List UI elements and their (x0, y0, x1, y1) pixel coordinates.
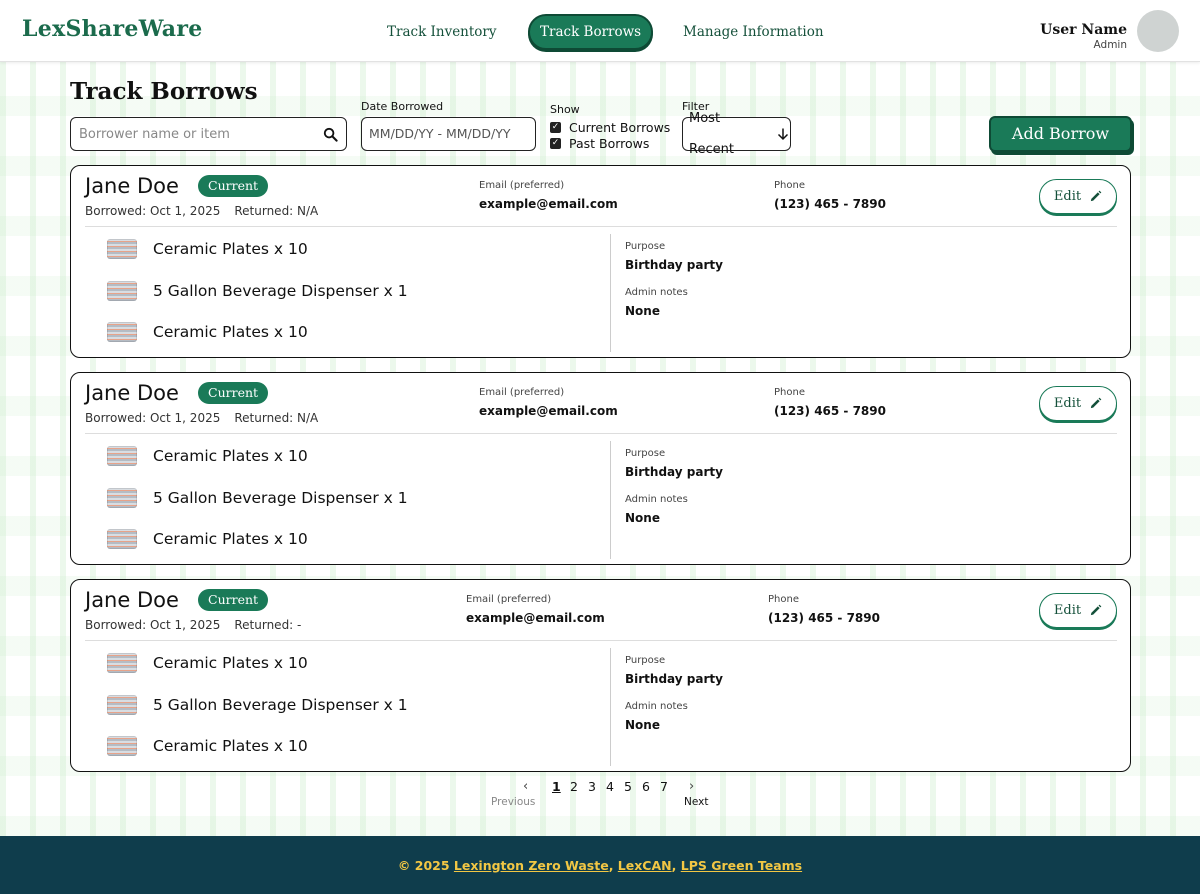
notes-label: Admin notes (625, 287, 688, 298)
item-label: Ceramic Plates x 10 (153, 530, 308, 548)
checkbox-checked-icon[interactable]: ✓ (551, 122, 560, 132)
filter-value: Most Recent (689, 111, 734, 157)
email-label: Email (preferred) (479, 180, 565, 191)
borrow-dates (85, 411, 318, 425)
pagination (0, 779, 1200, 811)
borrow-card (70, 165, 1131, 358)
edit-button[interactable] (1039, 593, 1117, 628)
purpose-label: Purpose (625, 241, 666, 252)
user-info[interactable] (1040, 22, 1127, 51)
borrow-dates (85, 204, 318, 218)
borrowed-date: Borrowed: Oct 1, 2025 (85, 411, 221, 425)
item-label: 5 Gallon Beverage Dispenser x 1 (153, 696, 408, 714)
borrower-name: Jane Doe (85, 381, 179, 405)
next-page-link[interactable]: Next (684, 796, 709, 808)
show-past-checkbox[interactable] (550, 136, 649, 151)
plates-icon (107, 446, 137, 466)
date-range-input[interactable]: MM/DD/YY - MM/DD/YY (361, 117, 536, 151)
edit-button[interactable] (1039, 386, 1117, 421)
plates-icon (107, 653, 137, 673)
pencil-icon (1089, 397, 1102, 410)
avatar[interactable] (1137, 10, 1179, 52)
borrower-name: Jane Doe (85, 174, 179, 198)
purpose-value: Birthday party (625, 465, 723, 479)
returned-date: Returned: - (234, 618, 302, 632)
phone-value: (123) 465 - 7890 (774, 197, 886, 211)
card-divider (85, 640, 1117, 641)
show-past-label: Past Borrows (569, 136, 650, 151)
footer-link-lexcan[interactable]: LexCAN (617, 857, 672, 873)
email-value: example@email.com (479, 404, 618, 418)
plates-icon (107, 239, 137, 259)
borrowed-date: Borrowed: Oct 1, 2025 (85, 618, 221, 632)
page-7[interactable]: 7 (660, 779, 668, 794)
status-badge: Current (198, 175, 268, 197)
chevron-left-icon[interactable]: ‹ (523, 779, 529, 794)
item-label: Ceramic Plates x 10 (153, 447, 308, 465)
card-vertical-divider (610, 441, 611, 559)
purpose-label: Purpose (625, 448, 666, 459)
list-item (107, 446, 308, 466)
notes-value: None (625, 718, 660, 732)
item-label: 5 Gallon Beverage Dispenser x 1 (153, 489, 408, 507)
purpose-value: Birthday party (625, 258, 723, 272)
footer-link-lexington-zero-waste[interactable]: Lexington Zero Waste (453, 857, 609, 873)
list-item (107, 653, 308, 673)
user-name: User Name (1040, 22, 1127, 38)
status-badge: Current (198, 382, 268, 404)
email-label: Email (preferred) (479, 387, 565, 398)
list-item (107, 281, 408, 301)
edit-label: Edit (1053, 396, 1082, 411)
edit-button[interactable] (1039, 179, 1117, 214)
edit-label: Edit (1053, 189, 1082, 204)
notes-value: None (625, 511, 660, 525)
show-current-label: Current Borrows (569, 120, 671, 135)
nav-manage-information[interactable]: Manage Information (683, 24, 824, 40)
phone-label: Phone (774, 387, 805, 398)
page-4[interactable]: 4 (606, 779, 614, 794)
borrowed-date: Borrowed: Oct 1, 2025 (85, 204, 221, 218)
borrower-name: Jane Doe (85, 588, 179, 612)
returned-date: Returned: N/A (234, 411, 319, 425)
returned-date: Returned: N/A (234, 204, 319, 218)
plates-icon (107, 322, 137, 342)
page-1[interactable]: 1 (552, 779, 561, 794)
pencil-icon (1089, 604, 1102, 617)
list-item (107, 322, 308, 342)
chevron-right-icon[interactable]: › (689, 779, 695, 794)
list-item (107, 736, 308, 756)
item-label: Ceramic Plates x 10 (153, 323, 308, 341)
list-item (107, 529, 308, 549)
notes-label: Admin notes (625, 701, 688, 712)
page-title: Track Borrows (70, 78, 258, 105)
show-label: Show (550, 103, 580, 116)
item-label: Ceramic Plates x 10 (153, 240, 308, 258)
plates-icon (107, 529, 137, 549)
nav-track-borrows[interactable]: Track Borrows (528, 14, 653, 50)
page-3[interactable]: 3 (588, 779, 596, 794)
edit-label: Edit (1053, 603, 1082, 618)
footer: © 2025 Lexington Zero Waste , LexCAN , LPS Green Teams (0, 836, 1200, 894)
purpose-value: Birthday party (625, 672, 723, 686)
date-label: Date Borrowed (361, 100, 444, 113)
logo[interactable]: LexShareWare (22, 16, 203, 42)
checkbox-checked-icon[interactable]: ✓ (551, 138, 560, 148)
list-item (107, 239, 308, 259)
phone-label: Phone (768, 594, 799, 605)
card-vertical-divider (610, 648, 611, 766)
dispenser-icon (107, 695, 137, 715)
card-divider (85, 433, 1117, 434)
notes-label: Admin notes (625, 494, 688, 505)
borrow-dates (85, 618, 301, 632)
item-label: Ceramic Plates x 10 (153, 654, 308, 672)
arrow-down-icon (776, 127, 790, 141)
list-item (107, 488, 408, 508)
nav-track-inventory[interactable]: Track Inventory (387, 24, 497, 40)
borrow-card (70, 372, 1131, 565)
previous-page-link[interactable]: Previous (491, 796, 536, 808)
page-2[interactable]: 2 (570, 779, 578, 794)
purpose-label: Purpose (625, 655, 666, 666)
borrow-card (70, 579, 1131, 772)
email-value: example@email.com (479, 197, 618, 211)
card-vertical-divider (610, 234, 611, 352)
pencil-icon (1089, 190, 1102, 203)
email-label: Email (preferred) (466, 594, 552, 605)
item-label: 5 Gallon Beverage Dispenser x 1 (153, 282, 408, 300)
phone-value: (123) 465 - 7890 (768, 611, 880, 625)
page-5[interactable]: 5 (624, 779, 632, 794)
copyright-text: © 2025 (397, 857, 450, 873)
dispenser-icon (107, 281, 137, 301)
phone-value: (123) 465 - 7890 (774, 404, 886, 418)
search-placeholder: Borrower name or item (79, 126, 230, 142)
dispenser-icon (107, 488, 137, 508)
list-item (107, 695, 408, 715)
footer-link-lps-green-teams[interactable]: LPS Green Teams (680, 857, 803, 873)
item-label: Ceramic Plates x 10 (153, 737, 308, 755)
page-6[interactable]: 6 (642, 779, 650, 794)
user-role: Admin (1093, 39, 1127, 51)
top-nav-bar (0, 0, 1200, 62)
add-borrow-button[interactable]: Add Borrow (989, 116, 1132, 152)
status-badge: Current (198, 589, 268, 611)
email-value: example@email.com (466, 611, 605, 625)
search-icon[interactable] (323, 127, 338, 142)
filter-label: Filter (682, 100, 710, 113)
show-current-checkbox[interactable] (550, 120, 670, 135)
plates-icon (107, 736, 137, 756)
notes-value: None (625, 304, 660, 318)
phone-label: Phone (774, 180, 805, 191)
search-input[interactable] (70, 117, 347, 151)
card-divider (85, 226, 1117, 227)
filter-select[interactable] (682, 111, 791, 157)
